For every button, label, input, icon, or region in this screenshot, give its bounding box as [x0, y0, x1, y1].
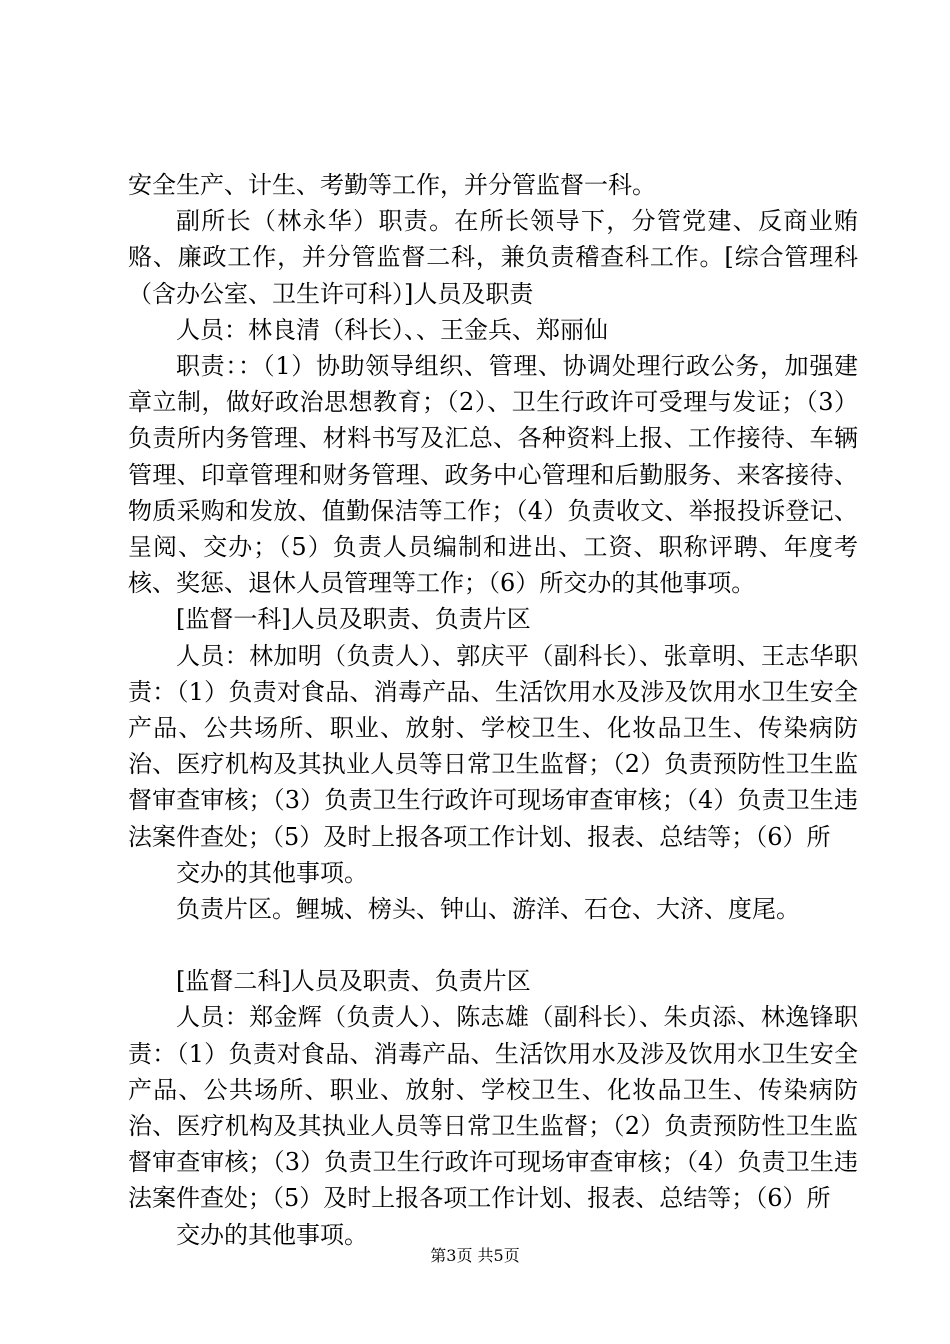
document-body: [128, 167, 858, 1253]
page-footer: [0, 1246, 950, 1266]
paragraph: 职责：：（1）协助领导组织、管理、协调处理行政公务，加强建章立制，做好政治思想教育；（2）、卫生行政许可受理与发证；（3）负责所内务管理、材料书写及汇总、各种资料上报、工作接待、车辆管理、印章管理和财务管理、政务中心管理和后勤服务、来客接待、物质采购和发放、值勤保洁等工作；（4）负责收文、举报投诉登记、呈阅、交办；（5）负责人员编制和进出、工资、职称评聘、年度考核、奖惩、退休人员管理等工作；（6）所交办的其他事项。: [128, 352, 858, 598]
section-heading: [监督一科]人员及职责、负责片区: [176, 605, 531, 634]
blank-line: [128, 927, 858, 963]
section-heading: [监督二科]人员及职责、负责片区: [176, 967, 531, 996]
paragraph: 副所长（林永华）职责。在所长领导下，分管党建、反商业贿赂、廉政工作，并分管监督二科，兼负责稽查科工作。[综合管理科（含办公室、卫生许可科）]人员及职责: [128, 207, 858, 308]
paragraph: 负责片区。鲤城、榜头、钟山、游洋、石仓、大济、度尾。: [176, 895, 800, 924]
paragraph: 交办的其他事项。: [176, 1220, 368, 1249]
paragraph: 交办的其他事项。: [176, 858, 368, 887]
page-number: 第3页 共5页: [430, 1246, 520, 1265]
paragraph: 人员：郑金辉（负责人）、陈志雄（副科长）、朱贞添、林逸锋职责：（1）负责对食品、消毒产品、生活饮用水及涉及饮用水卫生安全产品、公共场所、职业、放射、学校卫生、化妆品卫生、传染病防治、医疗机构及其执业人员等日常卫生监督；（2）负责预防性卫生监督审查审核；（3）负责卫生行政许可现场审查审核；（4）负责卫生违法案件查处；（5）及时上报各项工作计划、报表、总结等；（6）所: [128, 1003, 858, 1213]
paragraph: 安全生产、计生、考勤等工作，并分管监督一科。: [128, 171, 656, 199]
paragraph: 人员：林良清（科长）、、王金兵、郑丽仙: [176, 315, 608, 344]
paragraph: 人员：林加明（负责人）、郭庆平（副科长）、张章明、王志华职责：（1）负责对食品、消毒产品、生活饮用水及涉及饮用水卫生安全产品、公共场所、职业、放射、学校卫生、化妆品卫生、传染病防治、医疗机构及其执业人员等日常卫生监督；（2）负责预防性卫生监督审查审核；（3）负责卫生行政许可现场审查审核；（4）负责卫生违法案件查处；（5）及时上报各项工作计划、报表、总结等；（6）所: [128, 641, 858, 851]
